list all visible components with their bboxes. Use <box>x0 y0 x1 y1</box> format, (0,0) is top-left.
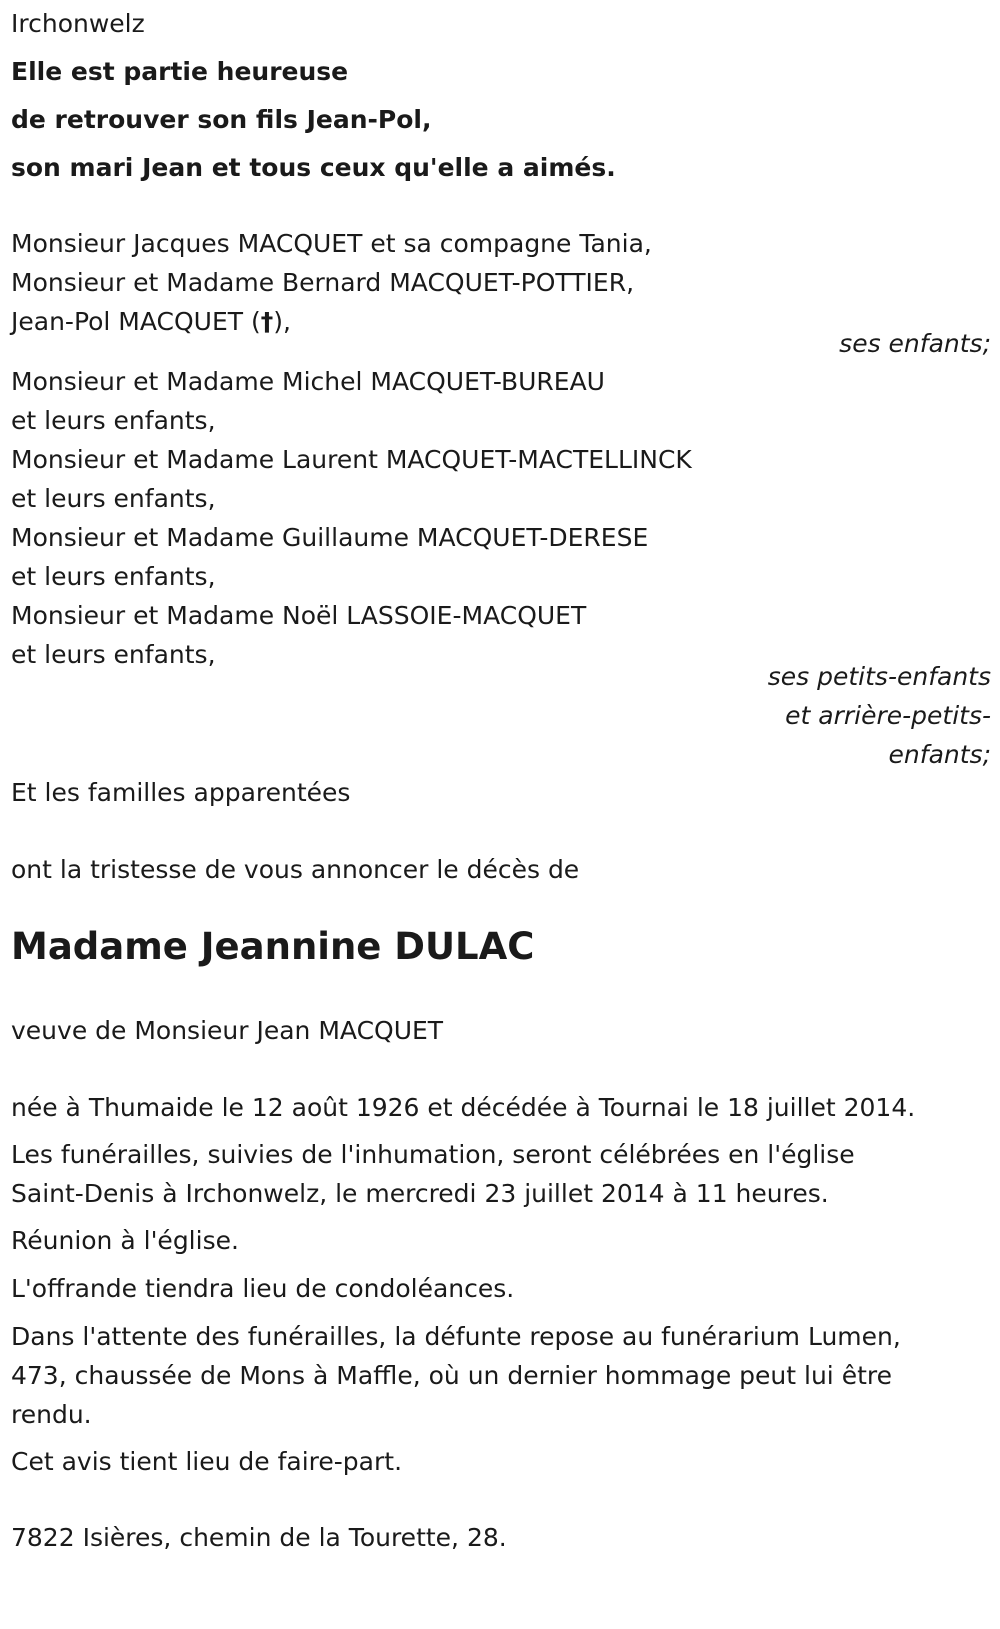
waiting-line-1: Dans l'attente des funérailles, la défunte repose au funérarium Lumen, <box>11 1322 901 1351</box>
funeral-line-2: Saint-Denis à Irchonwelz, le mercredi 23 juillet 2014 à 11 heures. <box>11 1179 829 1208</box>
child-line-jeanpol <box>11 302 291 342</box>
jeanpol-close: ), <box>273 307 291 336</box>
grandchild-line-4: et leurs enfants, <box>11 484 216 513</box>
families-line: Et les familles apparentées <box>11 778 351 807</box>
announcement-line: ont la tristesse de vous annoncer le décès de <box>11 855 580 884</box>
grandchildren-label-2: et arrière-petits- <box>785 701 991 730</box>
epitaph-line-2: de retrouver son fils Jean-Pol, <box>11 105 432 134</box>
widow-of-line: veuve de Monsieur Jean MACQUET <box>11 1016 444 1045</box>
child-line-1: Monsieur Jacques MACQUET et sa compagne Tania, <box>11 229 652 258</box>
grandchild-line-2: et leurs enfants, <box>11 406 216 435</box>
deceased-name: Madame Jeannine DULAC <box>11 925 535 968</box>
place-name: Irchonwelz <box>11 9 145 38</box>
grandchild-line-1: Monsieur et Madame Michel MACQUET-BUREAU <box>11 367 605 396</box>
epitaph-line-3: son mari Jean et tous ceux qu'elle a aimés. <box>11 153 616 182</box>
grandchildren-label-1: ses petits-enfants <box>767 662 991 691</box>
grandchild-line-6: et leurs enfants, <box>11 562 216 591</box>
meeting-line: Réunion à l'église. <box>11 1226 239 1255</box>
grandchild-line-7: Monsieur et Madame Noël LASSOIE-MACQUET <box>11 601 587 630</box>
notice-line: Cet avis tient lieu de faire-part. <box>11 1447 403 1476</box>
birth-death-line: née à Thumaide le 12 août 1926 et décédée à Tournai le 18 juillet 2014. <box>11 1093 916 1122</box>
grandchild-line-8: et leurs enfants, <box>11 640 216 669</box>
cross-icon: † <box>260 307 274 336</box>
child-line-2: Monsieur et Madame Bernard MACQUET-POTTIER, <box>11 268 635 297</box>
grandchild-line-5: Monsieur et Madame Guillaume MACQUET-DERESE <box>11 523 649 552</box>
offering-line: L'offrande tiendra lieu de condoléances. <box>11 1274 515 1303</box>
address-line: 7822 Isières, chemin de la Tourette, 28. <box>11 1523 507 1552</box>
waiting-line-3: rendu. <box>11 1400 92 1429</box>
funeral-line-1: Les funérailles, suivies de l'inhumation, seront célébrées en l'église <box>11 1140 855 1169</box>
grandchild-line-3: Monsieur et Madame Laurent MACQUET-MACTELLINCK <box>11 445 692 474</box>
jeanpol-name: Jean-Pol MACQUET ( <box>11 307 261 336</box>
children-label: ses enfants; <box>839 329 991 358</box>
epitaph-line-1: Elle est partie heureuse <box>11 57 349 86</box>
waiting-line-2: 473, chaussée de Mons à Maffle, où un dernier hommage peut lui être <box>11 1361 892 1390</box>
grandchildren-label-3: enfants; <box>888 740 991 769</box>
